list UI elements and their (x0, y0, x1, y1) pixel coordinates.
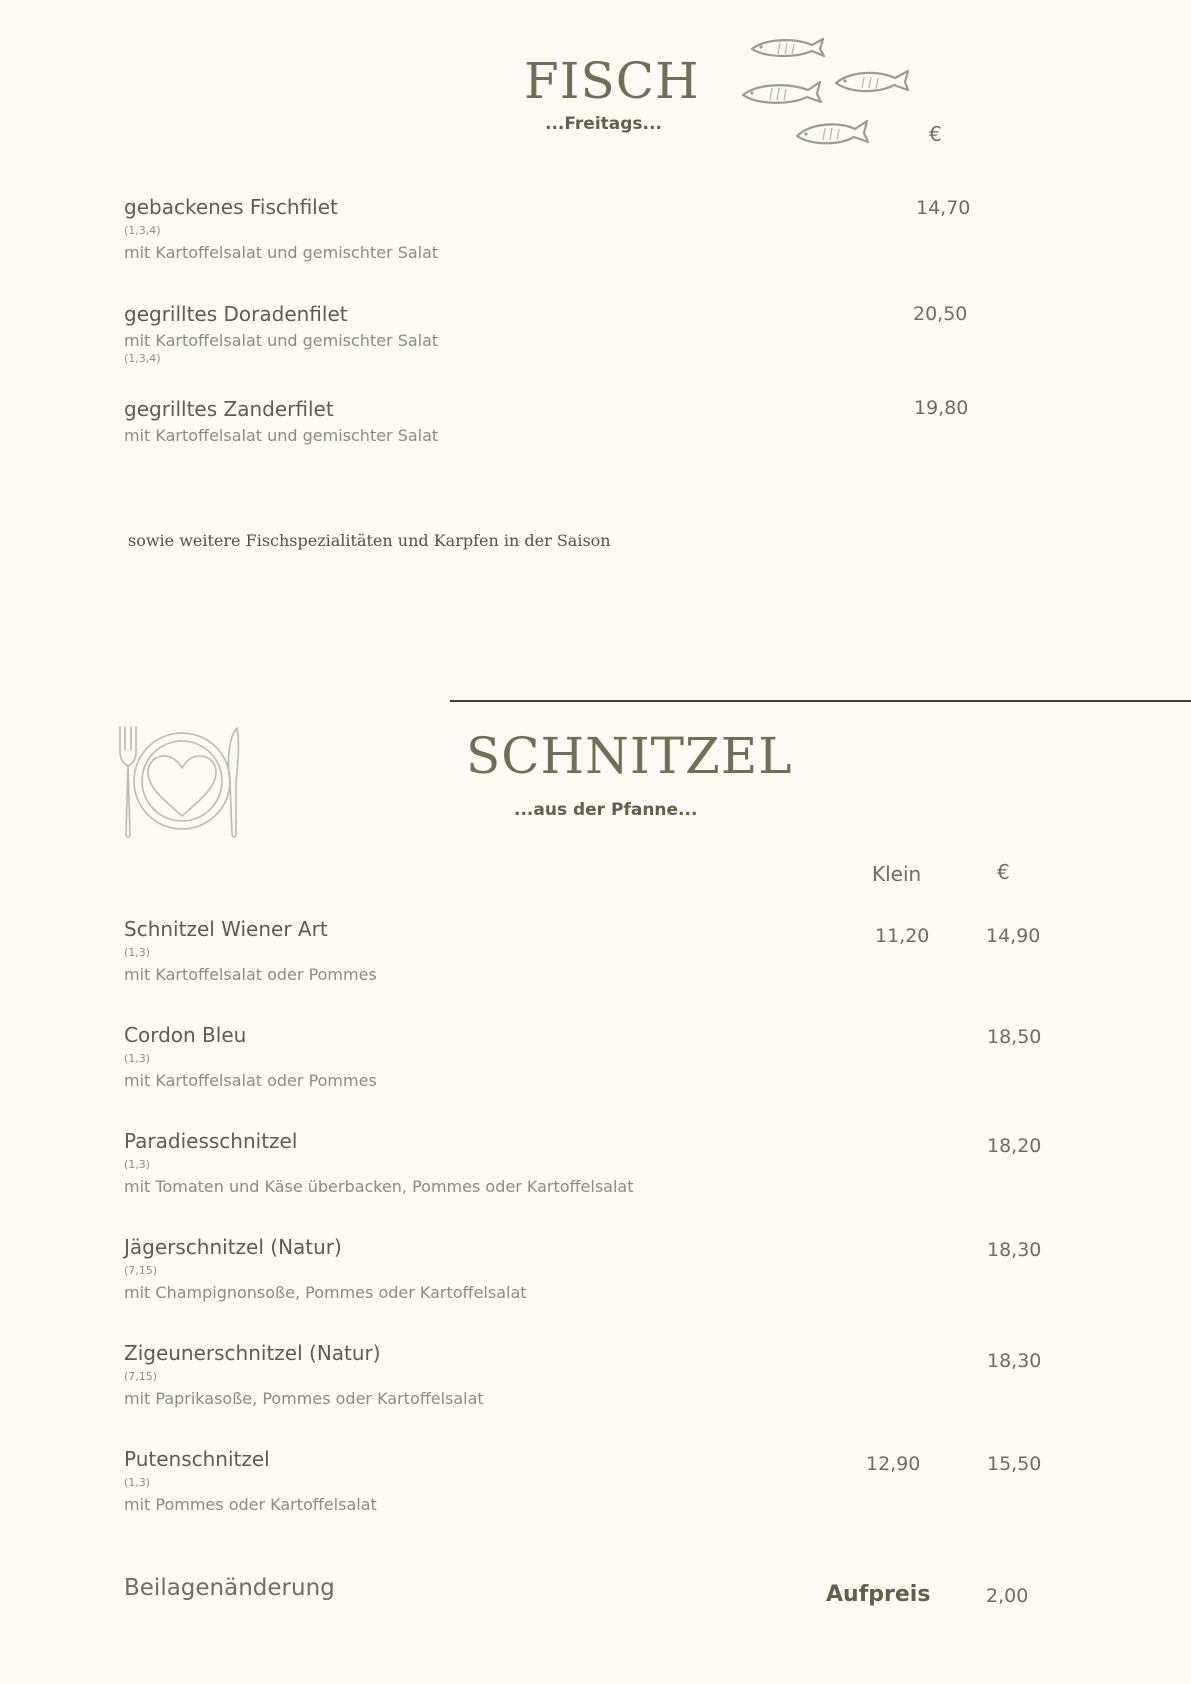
fisch-title: FISCH (524, 52, 700, 110)
small-size-header: Klein (872, 862, 922, 886)
surcharge-label: Aufpreis (826, 1582, 931, 1607)
menu-item (124, 195, 438, 262)
menu-item (124, 1129, 634, 1196)
item-price: 14,70 (916, 197, 971, 219)
fisch-subtitle: ...Freitags... (545, 114, 662, 134)
menu-item (124, 302, 438, 365)
item-description: mit Paprikasoße, Pommes oder Kartoffelsalat (124, 1389, 484, 1408)
menu-item (124, 917, 377, 984)
menu-item (124, 1447, 377, 1514)
allergen-codes: (1,3,4) (124, 224, 161, 237)
item-description: mit Champignonsoße, Pommes oder Kartoffelsalat (124, 1283, 527, 1302)
fisch-currency-header: € (929, 122, 942, 146)
allergen-codes: (7,15) (124, 1264, 158, 1277)
item-price: 18,30 (987, 1239, 1042, 1261)
fish-icon (740, 34, 915, 149)
allergen-codes: (7,15) (124, 1370, 158, 1383)
allergen-codes: (1,3,4) (124, 352, 161, 365)
item-price: 18,30 (987, 1350, 1042, 1372)
item-name: gebackenes Fischfilet (124, 195, 338, 219)
side-change-label: Beilagenänderung (124, 1575, 335, 1601)
item-description: mit Tomaten und Käse überbacken, Pommes oder Kartoffelsalat (124, 1177, 634, 1196)
menu-item (124, 1341, 484, 1408)
item-name: Schnitzel Wiener Art (124, 917, 328, 941)
section-divider (450, 700, 1191, 702)
item-description: mit Kartoffelsalat und gemischter Salat (124, 331, 439, 350)
surcharge-price: 2,00 (986, 1585, 1029, 1607)
item-price: 19,80 (914, 397, 969, 419)
item-price-small: 12,90 (866, 1453, 921, 1475)
item-name: Jägerschnitzel (Natur) (124, 1235, 342, 1259)
item-name: Cordon Bleu (124, 1023, 247, 1047)
menu-item (124, 397, 438, 445)
allergen-codes: (1,3) (124, 1476, 151, 1489)
item-description: mit Kartoffelsalat und gemischter Salat (124, 243, 439, 262)
item-name: gegrilltes Zanderfilet (124, 397, 334, 421)
allergen-codes: (1,3) (124, 1052, 151, 1065)
item-price: 18,50 (987, 1026, 1042, 1048)
item-price: 20,50 (913, 303, 968, 325)
item-price: 14,90 (986, 925, 1041, 947)
item-name: Putenschnitzel (124, 1447, 270, 1471)
menu-item (124, 1235, 527, 1302)
plate-cutlery-icon (116, 724, 252, 840)
item-price: 18,20 (987, 1135, 1042, 1157)
item-price: 15,50 (987, 1453, 1042, 1475)
item-description: mit Kartoffelsalat und gemischter Salat (124, 426, 439, 445)
item-price-small: 11,20 (875, 925, 930, 947)
fisch-note: sowie weitere Fischspezialitäten und Karpfen in der Saison (128, 531, 611, 550)
menu-item (124, 1023, 377, 1090)
item-name: Zigeunerschnitzel (Natur) (124, 1341, 381, 1365)
schnitzel-currency-header: € (997, 860, 1010, 884)
schnitzel-title: SCHNITZEL (466, 727, 793, 785)
item-name: gegrilltes Doradenfilet (124, 302, 348, 326)
item-description: mit Kartoffelsalat oder Pommes (124, 1071, 377, 1090)
allergen-codes: (1,3) (124, 946, 151, 959)
schnitzel-subtitle: ...aus der Pfanne... (514, 800, 698, 820)
item-description: mit Kartoffelsalat oder Pommes (124, 965, 377, 984)
item-name: Paradiesschnitzel (124, 1129, 298, 1153)
allergen-codes: (1,3) (124, 1158, 151, 1171)
item-description: mit Pommes oder Kartoffelsalat (124, 1495, 377, 1514)
